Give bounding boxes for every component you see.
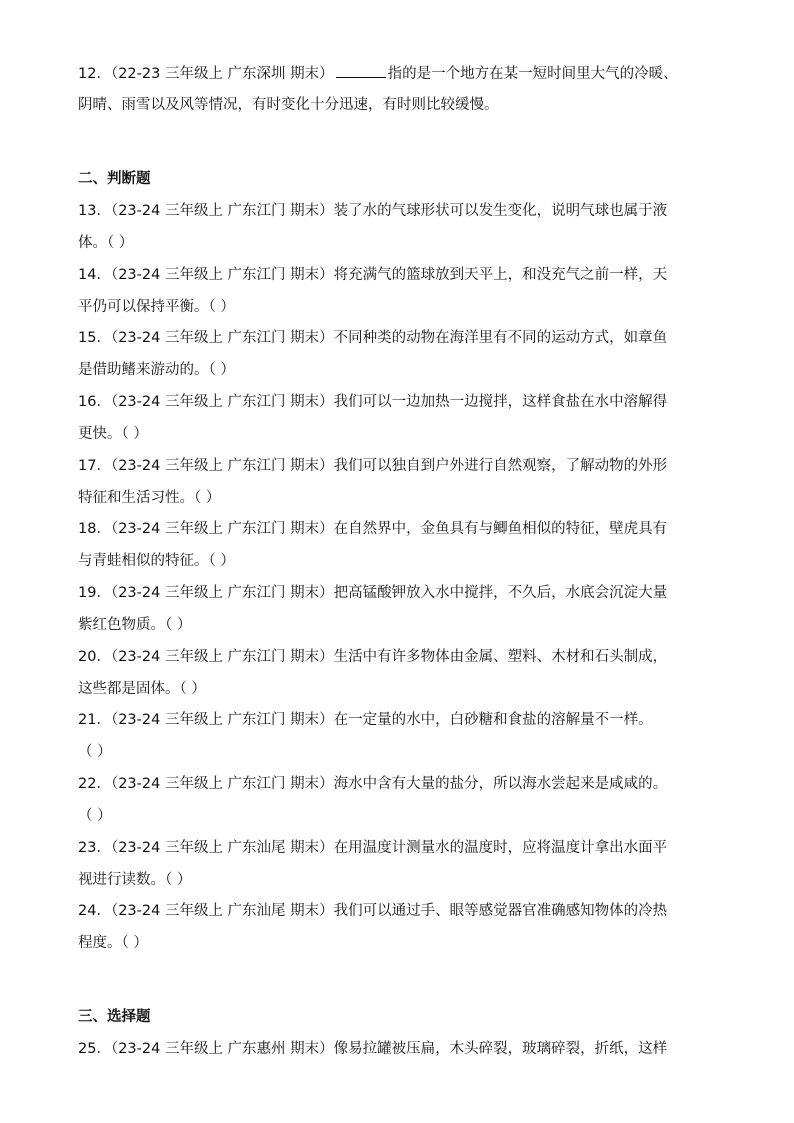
question-19-line-2: 紫红色物质。（ ） xyxy=(78,617,192,633)
question-14-line-1: 14．（23-24 三年级上 广东江门 期末）将充满气的篮球放到天平上，和没充气之前一样，天 xyxy=(78,267,668,283)
section-heading-choice: 三、选择题 xyxy=(78,1009,151,1025)
question-13-line-2: 体。（ ） xyxy=(78,235,134,251)
question-14-line-2: 平仍可以保持平衡。（ ） xyxy=(78,299,235,315)
question-13-line-1: 13．（23-24 三年级上 广东江门 期末）装了水的气球形状可以发生变化，说明气球也属于液 xyxy=(78,203,668,219)
fill-in-blank xyxy=(336,63,386,78)
question-23-line-2: 视进行读数。（ ） xyxy=(78,872,192,888)
question-17-line-1: 17．（23-24 三年级上 广东江门 期末）我们可以独自到户外进行自然观察，了解动物的外形 xyxy=(78,458,668,474)
section-heading-judgment: 二、判断题 xyxy=(78,171,151,187)
question-20-line-1: 20．（23-24 三年级上 广东江门 期末）生活中有许多物体由金属、塑料、木材和石头制成， xyxy=(78,649,668,665)
question-21-line-2: （ ） xyxy=(78,744,112,760)
question-12-suffix: 指的是一个地方在某一短时间里大气的冷暖、 xyxy=(387,66,678,82)
question-12-line-2: 阴晴、雨雪以及风等情况，有时变化十分迅速，有时则比较缓慢。 xyxy=(78,97,499,113)
question-16-line-2: 更快。（ ） xyxy=(78,426,148,442)
question-22-line-2: （ ） xyxy=(78,808,112,824)
question-24-line-1: 24．（23-24 三年级上 广东汕尾 期末）我们可以通过手、眼等感觉器官准确感知物体的冷热 xyxy=(78,903,668,919)
question-12-line-1 xyxy=(78,63,728,84)
question-22-line-1: 22．（23-24 三年级上 广东江门 期末）海水中含有大量的盐分，所以海水尝起来是咸咸的。 xyxy=(78,776,668,792)
question-18-line-2: 与青蛙相似的特征。（ ） xyxy=(78,553,235,569)
question-25-line-1: 25．（23-24 三年级上 广东惠州 期末）像易拉罐被压扁，木头碎裂，玻璃碎裂，折纸，这样 xyxy=(78,1041,668,1057)
question-15-line-1: 15．（23-24 三年级上 广东江门 期末）不同种类的动物在海洋里有不同的运动方式，如章鱼 xyxy=(78,330,668,346)
question-16-line-1: 16．（23-24 三年级上 广东江门 期末）我们可以一边加热一边搅拌，这样食盐在水中溶解得 xyxy=(78,394,668,410)
question-21-line-1: 21．（23-24 三年级上 广东江门 期末）在一定量的水中，白砂糖和食盐的溶解量不一样。 xyxy=(78,712,653,728)
question-18-line-1: 18．（23-24 三年级上 广东江门 期末）在自然界中，金鱼具有与鲫鱼相似的特征，壁虎具有 xyxy=(78,521,668,537)
question-24-line-2: 程度。（ ） xyxy=(78,935,148,951)
question-12-prefix: 12．（22-23 三年级上 广东深圳 期末） xyxy=(78,66,334,82)
question-23-line-1: 23．（23-24 三年级上 广东汕尾 期末）在用温度计测量水的温度时，应将温度计拿出水面平 xyxy=(78,840,668,856)
question-19-line-1: 19．（23-24 三年级上 广东江门 期末）把高锰酸钾放入水中搅拌，不久后，水底会沉淀大量 xyxy=(78,585,668,601)
question-17-line-2: 特征和生活习性。（ ） xyxy=(78,490,221,506)
question-15-line-2: 是借助鳍来游动的。（ ） xyxy=(78,362,235,378)
question-20-line-2: 这些都是固体。（ ） xyxy=(78,681,206,697)
